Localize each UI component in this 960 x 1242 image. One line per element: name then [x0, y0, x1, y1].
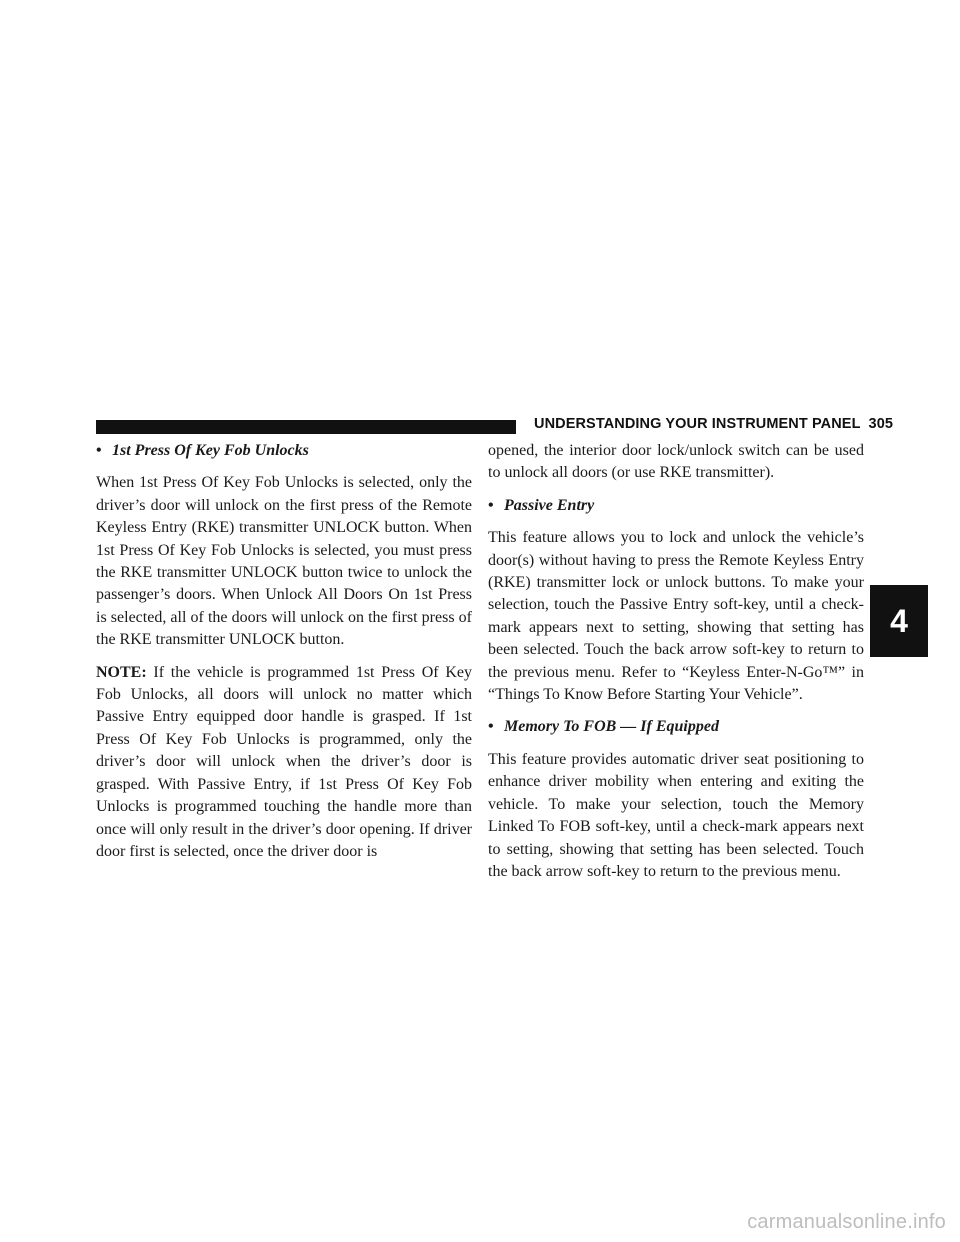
right-column: [488, 440, 864, 893]
page-number: 305: [868, 416, 894, 432]
paragraph-passive-entry: This feature allows you to lock and unlock the vehicle’s door(s) without having to press the Remote Keyless Entry (RKE) transmitter lock or unlock buttons. To make your selection, touch the Passive Entry soft-key, until a check-mark appears next to setting, showing that setting has been selected. Touch the back arrow soft-key to return to the previous menu. Refer to “Keyless Enter-N-Go™” in “Things To Know Before Starting Your Vehicle”.: [488, 529, 864, 704]
chapter-tab: 4: [870, 585, 928, 657]
bullet-heading-memory-fob: [488, 716, 864, 738]
left-column: [96, 440, 472, 873]
note-paragraph: [96, 662, 472, 864]
bullet-heading-text: Memory To FOB — If Equipped: [504, 718, 719, 736]
section-title: UNDERSTANDING YOUR INSTRUMENT PANEL: [534, 416, 861, 432]
bullet-heading-passive-entry: [488, 495, 864, 517]
bullet-heading-text: 1st Press Of Key Fob Unlocks: [112, 442, 309, 459]
header-rule: [96, 420, 516, 434]
note-label: NOTE:: [96, 663, 147, 681]
watermark: carmanualsonline.info: [747, 1211, 946, 1233]
note-text: If the vehicle is programmed 1st Press Of Key Fob Unlocks, all doors will unlock no matter which Passive Entry equipped door handle is grasped. If 1st Press Of Key Fob Unlocks is programmed, only the driver’s door will unlock when the driver’s door is grasped. With Passive Entry, if 1st Press Of Key Fob Unlocks is programmed touching the handle more than once will only result in the driver’s door opening. If driver door first is selected, once the driver door is: [96, 663, 472, 860]
running-header: [534, 416, 893, 432]
bullet-heading-text: Passive Entry: [504, 496, 595, 514]
paragraph-key-fob: When 1st Press Of Key Fob Unlocks is selected, only the driver’s door will unlock on the first press of the Remote Keyless Entry (RKE) transmitter UNLOCK button. When 1st Press Of Key Fob Unlocks is selected, you must press the RKE transmitter UNLOCK button twice to unlock the passenger’s doors. When Unlock All Doors On 1st Press is selected, all of the doors will unlock on the first press of the RKE transmitter UNLOCK button.: [96, 474, 472, 649]
paragraph-continued: opened, the interior door lock/unlock switch can be used to unlock all doors (or use RKE transmitter).: [488, 442, 864, 482]
bullet-icon: •: [488, 496, 494, 514]
bullet-heading-key-fob: [96, 440, 472, 462]
paragraph-memory-fob: This feature provides automatic driver seat positioning to enhance driver mobility when entering and exiting the vehicle. To make your selection, touch the Memory Linked To FOB soft-key, until a check-mark appears next to setting, showing that setting has been selected. Touch the back arrow soft-key to return to the previous menu.: [488, 750, 864, 880]
bullet-icon: •: [96, 442, 102, 459]
bullet-icon: •: [488, 718, 494, 736]
